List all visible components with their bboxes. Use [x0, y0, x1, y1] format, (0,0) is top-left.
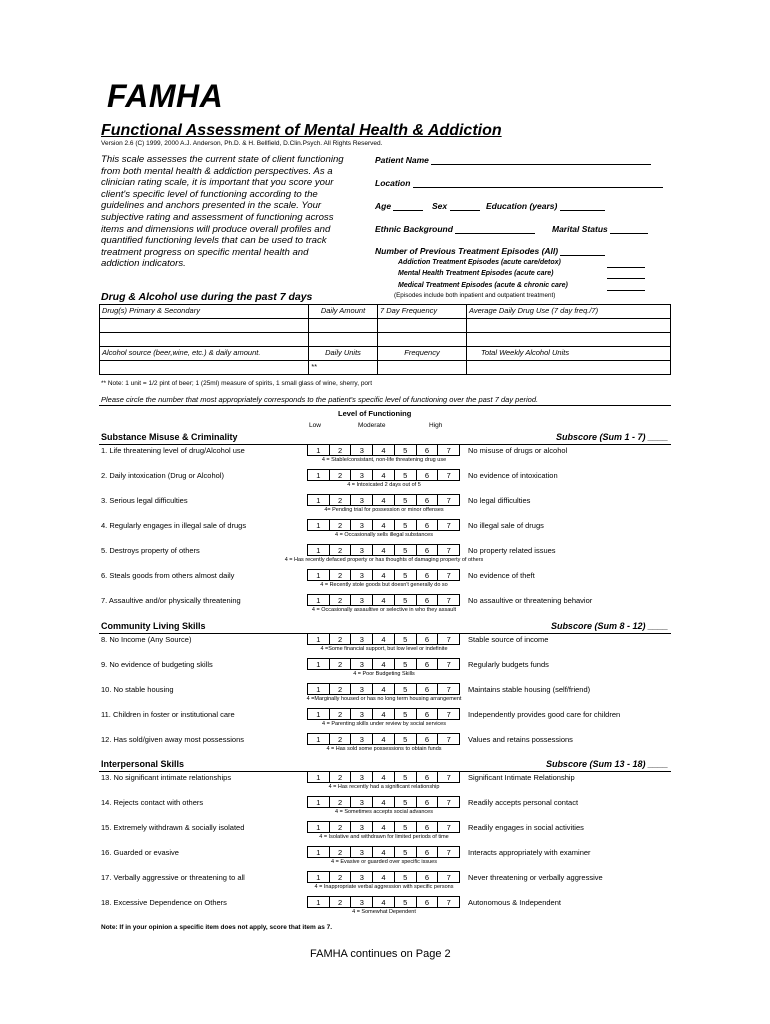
rating-option[interactable]: 6: [417, 445, 439, 455]
item-label: 10. No stable housing: [101, 685, 174, 694]
rating-option[interactable]: 7: [446, 710, 451, 719]
patient-name-label: Patient Name: [375, 155, 429, 165]
rating-scale: [307, 633, 460, 645]
midpoint-hint: 4 = Somewhat Dependent: [352, 909, 416, 915]
rating-option[interactable]: 3: [351, 772, 373, 782]
item-label: 3. Serious legal difficulties: [101, 496, 188, 505]
rating-option[interactable]: 1: [308, 684, 330, 694]
marital-field[interactable]: [552, 224, 648, 234]
rating-scale: [307, 494, 460, 506]
rating-option[interactable]: 7: [446, 446, 451, 455]
rating-option[interactable]: 5: [395, 822, 417, 832]
rating-option[interactable]: 1: [308, 520, 330, 530]
rating-option[interactable]: 3: [351, 734, 373, 744]
alcohol-cell[interactable]: **: [309, 361, 378, 375]
rating-option[interactable]: 5: [395, 684, 417, 694]
rating-option[interactable]: 7: [446, 848, 451, 857]
midpoint-hint: 4= Pending trial for possession or minor offenses: [324, 507, 444, 513]
rating-option[interactable]: 3: [351, 659, 373, 669]
avg-use-header: Average Daily Drug Use (7 day freq./7): [467, 305, 671, 319]
drug-cell[interactable]: [309, 333, 378, 347]
form-subtitle: Functional Assessment of Mental Health & Addiction: [101, 122, 502, 139]
rating-scale: [307, 733, 460, 745]
rating-option[interactable]: 2: [330, 445, 352, 455]
drug-cell[interactable]: [100, 319, 309, 333]
rating-option[interactable]: 6: [417, 847, 439, 857]
rating-scale: [307, 658, 460, 670]
midpoint-hint: 4 = Inappropriate verbal aggression with specific persons: [314, 884, 454, 890]
item-label: 5. Destroys property of others: [101, 546, 200, 555]
item-label: 14. Rejects contact with others: [101, 798, 204, 807]
rating-scale: [307, 708, 460, 720]
midpoint-hint: 4 = Poor Budgeting Skills: [353, 671, 415, 677]
levels-title: Level of Functioning: [338, 409, 412, 418]
section-title: Interpersonal Skills: [101, 759, 185, 769]
rating-option[interactable]: 5: [395, 797, 417, 807]
rating-option[interactable]: 3: [351, 595, 373, 605]
level-low: Low: [309, 422, 321, 429]
rating-option[interactable]: 6: [417, 634, 439, 644]
rating-option[interactable]: 7: [446, 521, 451, 530]
subscore-field[interactable]: Subscore (Sum 8 - 12) ____: [550, 621, 668, 631]
rating-option[interactable]: 3: [351, 520, 373, 530]
rating-option[interactable]: 1: [308, 634, 330, 644]
rating-scale: [307, 896, 460, 908]
item-label: 11. Children in foster or institutional care: [101, 710, 235, 719]
high-anchor: Never threatening or verbally aggressive: [468, 873, 603, 882]
rating-option[interactable]: 4: [373, 445, 395, 455]
rating-option[interactable]: 5: [395, 634, 417, 644]
item-label: 8. No Income (Any Source): [101, 635, 192, 644]
amount-header: Daily Amount: [309, 305, 378, 319]
rating-option[interactable]: 6: [417, 495, 439, 505]
subscore-field[interactable]: Subscore (Sum 1 - 7) ____: [555, 432, 668, 442]
rating-scale: [307, 469, 460, 481]
medical-episodes-input[interactable]: [607, 282, 645, 291]
rating-option[interactable]: 3: [351, 545, 373, 555]
item-label: 16. Guarded or evasive: [101, 848, 179, 857]
high-anchor: Significant Intimate Relationship: [468, 773, 575, 782]
drug-cell[interactable]: [467, 333, 671, 347]
rating-option[interactable]: 2: [330, 470, 352, 480]
alcohol-cell[interactable]: [378, 361, 467, 375]
rating-option[interactable]: 2: [330, 734, 352, 744]
sex-label: Sex: [432, 201, 448, 211]
rating-option[interactable]: 1: [308, 470, 330, 480]
rating-option[interactable]: 4: [373, 822, 395, 832]
rating-option[interactable]: 1: [308, 734, 330, 744]
rating-option[interactable]: 5: [395, 445, 417, 455]
rating-option[interactable]: 6: [417, 545, 439, 555]
mental-episodes-label: Mental Health Treatment Episodes (acute care): [398, 270, 554, 277]
rating-option[interactable]: 6: [417, 595, 439, 605]
subscore-field[interactable]: Subscore (Sum 13 - 18) ____: [545, 759, 668, 769]
high-anchor: Values and retains possessions: [468, 735, 573, 744]
rating-option[interactable]: 6: [417, 520, 439, 530]
rating-option[interactable]: 1: [308, 872, 330, 882]
midpoint-hint: 4 = Has recently defaced property or has thoughts of damaging property of others: [284, 557, 484, 563]
rating-option[interactable]: 6: [417, 734, 439, 744]
rating-option[interactable]: 5: [395, 520, 417, 530]
rating-option[interactable]: 2: [330, 797, 352, 807]
midpoint-hint: 4 = Occasionally assaultive or selective in who they assault: [311, 607, 457, 613]
rating-option[interactable]: 3: [351, 634, 373, 644]
rating-option[interactable]: 1: [308, 445, 330, 455]
high-anchor: Readily accepts personal contact: [468, 798, 579, 807]
rating-option[interactable]: 7: [446, 798, 451, 807]
rating-option[interactable]: 4: [373, 897, 395, 907]
rating-option[interactable]: 1: [308, 709, 330, 719]
patient-name-field[interactable]: [375, 155, 651, 165]
rating-option[interactable]: 2: [330, 709, 352, 719]
rating-option[interactable]: 4: [373, 520, 395, 530]
high-anchor: Regularly budgets funds: [468, 660, 549, 669]
item-label: 6. Steals goods from others almost daily: [101, 571, 235, 580]
midpoint-hint: 4 = Sometimes accepts social advances: [335, 809, 433, 815]
item-label: 1. Life threatening level of drug/Alcohol use: [101, 446, 245, 455]
rating-option[interactable]: 2: [330, 545, 352, 555]
divider: [99, 405, 671, 406]
rating-option[interactable]: 3: [351, 570, 373, 580]
midpoint-hint: 4 = Has sold some possessions to obtain funds: [326, 746, 442, 752]
rating-option[interactable]: 4: [373, 570, 395, 580]
sex-field[interactable]: [432, 201, 480, 211]
item-label: 17. Verbally aggressive or threatening to all: [101, 873, 245, 882]
rating-option[interactable]: 1: [308, 545, 330, 555]
location-field[interactable]: [375, 178, 663, 188]
marital-label: Marital Status: [552, 224, 608, 234]
rating-option[interactable]: 5: [395, 545, 417, 555]
rating-option[interactable]: 7: [446, 685, 451, 694]
midpoint-hint: 4 = Evasive or guarded over specific issues: [331, 859, 437, 865]
continues-note: FAMHA continues on Page 2: [310, 948, 451, 960]
units-header: Daily Units: [309, 347, 378, 361]
rating-option[interactable]: 7: [446, 596, 451, 605]
rating-option[interactable]: 3: [351, 684, 373, 694]
rating-option[interactable]: 2: [330, 897, 352, 907]
rating-option[interactable]: 3: [351, 470, 373, 480]
high-anchor: Maintains stable housing (self/friend): [468, 685, 591, 694]
drug-cell[interactable]: [309, 319, 378, 333]
midpoint-hint: 4 =Some financial support, but low level or indefinite: [320, 646, 448, 652]
rating-scale: [307, 444, 460, 456]
high-anchor: No evidence of theft: [468, 571, 535, 580]
section-title: Community Living Skills: [101, 621, 206, 631]
rating-option[interactable]: 6: [417, 897, 439, 907]
rating-option[interactable]: 6: [417, 772, 439, 782]
rating-option[interactable]: 7: [446, 471, 451, 480]
rating-option[interactable]: 7: [446, 823, 451, 832]
high-anchor: No illegal sale of drugs: [468, 521, 544, 530]
education-field[interactable]: [486, 201, 605, 211]
rating-option[interactable]: 5: [395, 772, 417, 782]
midpoint-hint: 4 = Isolative and withdrawn for limited periods of time: [319, 834, 449, 840]
drug-header: Drug(s) Primary & Secondary: [100, 305, 309, 319]
high-anchor: No evidence of intoxication: [468, 471, 558, 480]
rating-option[interactable]: 3: [351, 872, 373, 882]
rating-option[interactable]: 7: [446, 635, 451, 644]
episodes-note: (Episodes include both inpatient and outpatient treatment): [394, 292, 556, 299]
rating-option[interactable]: 6: [417, 570, 439, 580]
rating-option[interactable]: 6: [417, 822, 439, 832]
drug-cell[interactable]: [467, 319, 671, 333]
item-label: 7. Assaultive and/or physically threatening: [101, 596, 241, 605]
rating-scale: [307, 796, 460, 808]
rating-option[interactable]: 4: [373, 872, 395, 882]
rating-option[interactable]: 6: [417, 659, 439, 669]
rating-scale: [307, 683, 460, 695]
rating-option[interactable]: 3: [351, 709, 373, 719]
high-anchor: Interacts appropriately with examiner: [468, 848, 591, 857]
midpoint-hint: 4 = Parenting skills under review by social services: [322, 721, 446, 727]
rating-option[interactable]: 6: [417, 709, 439, 719]
high-anchor: Readily engages in social activities: [468, 823, 584, 832]
rating-option[interactable]: 5: [395, 734, 417, 744]
alcohol-cell[interactable]: [467, 361, 671, 375]
item-label: 18. Excessive Dependence on Others: [101, 898, 227, 907]
rating-option[interactable]: 1: [308, 659, 330, 669]
level-moderate: Moderate: [358, 422, 386, 429]
mental-episodes-input[interactable]: [607, 270, 645, 279]
rating-option[interactable]: 6: [417, 684, 439, 694]
rating-option[interactable]: 7: [446, 546, 451, 555]
rating-option[interactable]: 4: [373, 495, 395, 505]
item-label: 4. Regularly engages in illegal sale of drugs: [101, 521, 247, 530]
rating-scale: [307, 871, 460, 883]
item-label: 9. No evidence of budgeting skills: [101, 660, 213, 669]
rating-option[interactable]: 4: [373, 659, 395, 669]
rating-option[interactable]: 7: [446, 898, 451, 907]
rating-option[interactable]: 4: [373, 772, 395, 782]
rating-option[interactable]: 2: [330, 595, 352, 605]
rating-option[interactable]: 2: [330, 520, 352, 530]
rating-scale: [307, 544, 460, 556]
rating-option[interactable]: 2: [330, 872, 352, 882]
drug-section-title: Drug & Alcohol use during the past 7 days: [101, 291, 313, 303]
rating-option[interactable]: 2: [330, 495, 352, 505]
age-field[interactable]: [375, 201, 423, 211]
rating-option[interactable]: 4: [373, 847, 395, 857]
rating-option[interactable]: 7: [446, 873, 451, 882]
rating-option[interactable]: 1: [308, 772, 330, 782]
rating-option[interactable]: 2: [330, 847, 352, 857]
midpoint-hint: 4 = Intoxicated 2 days out of 5: [347, 482, 421, 488]
rating-option[interactable]: 5: [395, 872, 417, 882]
rating-option[interactable]: 4: [373, 709, 395, 719]
rating-scale: [307, 519, 460, 531]
item-label: 2. Daily intoxication (Drug or Alcohol): [101, 471, 224, 480]
medical-episodes-label: Medical Treatment Episodes (acute & chronic care): [398, 282, 568, 289]
section-title: Substance Misuse & Criminality: [101, 432, 238, 442]
rating-option[interactable]: 5: [395, 709, 417, 719]
rating-scale: [307, 771, 460, 783]
high-anchor: Stable source of income: [468, 635, 549, 644]
item-label: 12. Has sold/given away most possessions: [101, 735, 244, 744]
rating-option[interactable]: 5: [395, 470, 417, 480]
rating-option[interactable]: 4: [373, 734, 395, 744]
rating-option[interactable]: 7: [446, 496, 451, 505]
location-label: Location: [375, 178, 411, 188]
rating-option[interactable]: 7: [446, 773, 451, 782]
rating-option[interactable]: 5: [395, 897, 417, 907]
item-label: 15. Extremely withdrawn & socially isolated: [101, 823, 245, 832]
rating-option[interactable]: 1: [308, 570, 330, 580]
prev-episodes-field[interactable]: [375, 246, 605, 256]
weekly-units-header: Total Weekly Alcohol Units: [467, 347, 671, 361]
rating-option[interactable]: 7: [446, 735, 451, 744]
rating-scale: [307, 846, 460, 858]
high-anchor: Independently provides good care for children: [468, 710, 621, 719]
rating-scale: [307, 821, 460, 833]
rating-option[interactable]: 6: [417, 797, 439, 807]
drug-cell[interactable]: [378, 319, 467, 333]
rating-option[interactable]: 3: [351, 822, 373, 832]
rating-option[interactable]: 2: [330, 822, 352, 832]
rating-option[interactable]: 1: [308, 797, 330, 807]
rating-option[interactable]: 5: [395, 847, 417, 857]
rating-option[interactable]: 2: [330, 570, 352, 580]
rating-option[interactable]: 2: [330, 772, 352, 782]
rating-option[interactable]: 1: [308, 495, 330, 505]
midpoint-hint: 4 = Occasionally sells illegal substances: [335, 532, 433, 538]
version-line: Version 2.6 (C) 1999, 2000 A.J. Anderson, Ph.D. & H. Bellfield, D.Clin.Psych. All Rights Reserved.: [101, 140, 383, 147]
rating-option[interactable]: 5: [395, 595, 417, 605]
drug-table: [99, 304, 671, 375]
rating-option[interactable]: 1: [308, 595, 330, 605]
item-label: 13. No significant intimate relationships: [101, 773, 232, 782]
rating-option[interactable]: 4: [373, 595, 395, 605]
ethnic-field[interactable]: [375, 224, 535, 234]
rating-option[interactable]: 5: [395, 570, 417, 580]
rating-option[interactable]: 5: [395, 659, 417, 669]
rating-option[interactable]: 2: [330, 659, 352, 669]
education-label: Education (years): [486, 201, 558, 211]
rating-option[interactable]: 4: [373, 470, 395, 480]
high-anchor: No assaultive or threatening behavior: [468, 596, 593, 605]
footer-note: Note: If in your opinion a specific item does not apply, score that item as 7.: [101, 924, 333, 931]
rating-option[interactable]: 3: [351, 797, 373, 807]
addiction-episodes-label: Addiction Treatment Episodes (acute care/detox): [398, 259, 561, 266]
rating-option[interactable]: 3: [351, 445, 373, 455]
instructions: Please circle the number that most appropriately corresponds to the patient's specific level of functioning over the past 7 day period.: [101, 395, 539, 404]
rating-scale: [307, 594, 460, 606]
rating-option[interactable]: 1: [308, 822, 330, 832]
rating-option[interactable]: 4: [373, 684, 395, 694]
rating-option[interactable]: 3: [351, 847, 373, 857]
high-anchor: No misuse of drugs or alcohol: [468, 446, 568, 455]
addiction-episodes-input[interactable]: [607, 259, 645, 268]
rating-scale: [307, 569, 460, 581]
midpoint-hint: 4 = Recently stole goods but doesn't generally do so: [320, 582, 448, 588]
age-label: Age: [375, 201, 392, 211]
form-title: FAMHA: [107, 78, 224, 114]
drug-cell[interactable]: [100, 333, 309, 347]
unit-note: ** Note: 1 unit = 1/2 pint of beer; 1 (25ml) measure of spirits, 1 small glass of wine, sherry, port: [101, 380, 373, 387]
rating-option[interactable]: 2: [330, 684, 352, 694]
midpoint-hint: 4 = Stable/consistant, non-life threatening drug use: [321, 457, 447, 463]
midpoint-hint: 4 = Has recently had a significant relationship: [328, 784, 440, 790]
level-high: High: [429, 422, 443, 429]
rating-option[interactable]: 3: [351, 495, 373, 505]
ethnic-label: Ethnic Background: [375, 224, 453, 234]
rating-option[interactable]: 6: [417, 872, 439, 882]
rating-option[interactable]: 4: [373, 634, 395, 644]
rating-option[interactable]: 2: [330, 634, 352, 644]
prev-episodes-label: Number of Previous Treatment Episodes (All): [375, 246, 559, 256]
rating-option[interactable]: 1: [308, 897, 330, 907]
intro-text: This scale assesses the current state of client functioning from both mental health & addiction perspectives. As a clinician rating scale, it is important that you score your client's specific level of functioning according to the guidelines and anchors presented in the scale. Your subjective rating and assessment of functioning across items and dimensions will produce overall profiles and quantified functioning levels that can be used to track treatment progress on specific mental health and addiction indicators.: [101, 154, 344, 270]
rating-option[interactable]: 1: [308, 847, 330, 857]
rating-option[interactable]: 7: [446, 571, 451, 580]
rating-option[interactable]: 4: [373, 797, 395, 807]
rating-option[interactable]: 7: [446, 660, 451, 669]
alcohol-cell[interactable]: [100, 361, 309, 375]
rating-option[interactable]: 3: [351, 897, 373, 907]
midpoint-hint: 4 =Marginally housed or has no long term housing arrangement: [306, 696, 462, 702]
high-anchor: Autonomous & Independent: [468, 898, 561, 907]
rating-option[interactable]: 6: [417, 470, 439, 480]
rating-option[interactable]: 4: [373, 545, 395, 555]
frequency-header: 7 Day Frequency: [378, 305, 467, 319]
alcohol-frequency-header: Frequency: [378, 347, 467, 361]
alcohol-header: Alcohol source (beer,wine, etc.) & daily amount.: [100, 347, 309, 361]
high-anchor: No property related issues: [468, 546, 556, 555]
drug-cell[interactable]: [378, 333, 467, 347]
rating-option[interactable]: 5: [395, 495, 417, 505]
high-anchor: No legal difficulties: [468, 496, 531, 505]
